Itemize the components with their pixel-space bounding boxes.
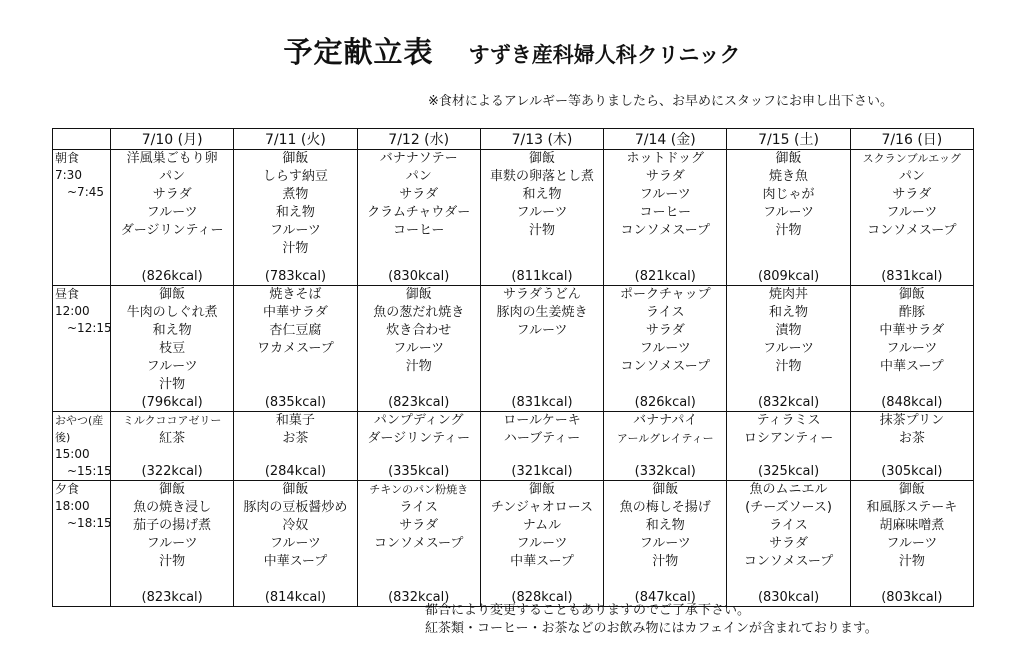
menu-item: 中華サラダ — [879, 323, 945, 338]
menu-item: 御飯 — [282, 482, 309, 497]
menu-item: フルーツ — [886, 341, 938, 356]
menu-item: クラムチャウダー — [367, 205, 471, 220]
menu-item: ライス — [769, 518, 808, 533]
menu-item: 汁物 — [159, 554, 186, 569]
menu-items — [113, 412, 231, 448]
menu-item: 御飯 — [159, 482, 186, 497]
menu-items — [236, 286, 354, 358]
menu-item: ライス — [646, 305, 685, 320]
menu-item: 魚の焼き浸し — [133, 500, 212, 515]
menu-item: 御飯 — [528, 482, 555, 497]
menu-item: ロシアンティー — [743, 431, 834, 446]
menu-cell — [357, 286, 480, 412]
kcal-value: (325kcal) — [757, 464, 820, 479]
menu-item: 御飯 — [159, 287, 186, 302]
menu-cell — [111, 481, 234, 607]
kcal-value: (831kcal) — [881, 269, 943, 284]
menu-item: 汁物 — [405, 359, 432, 374]
kcal-value: (783kcal) — [264, 269, 327, 284]
meal-row — [53, 150, 974, 286]
page-title: 予定献立表 — [283, 35, 434, 69]
menu-items — [360, 286, 478, 376]
menu-item: 中華スープ — [510, 554, 574, 569]
meal-name: 昼食 — [55, 287, 80, 301]
menu-cell — [111, 150, 234, 286]
meal-row — [53, 286, 974, 412]
menu-item: 御飯 — [775, 151, 802, 166]
menu-items — [360, 150, 478, 240]
menu-items — [113, 481, 231, 571]
kcal-value: (847kcal) — [634, 590, 696, 605]
menu-items — [236, 412, 354, 448]
menu-item: 御飯 — [898, 482, 925, 497]
kcal-value: (809kcal) — [757, 269, 820, 284]
day-header: 7/10 (月) — [111, 129, 234, 150]
menu-item: 和え物 — [522, 187, 562, 202]
day-header: 7/16 (日) — [850, 129, 973, 150]
menu-body — [53, 150, 974, 607]
menu-items — [113, 286, 231, 394]
menu-items — [729, 412, 847, 448]
menu-items — [853, 412, 971, 448]
kcal-value: (814kcal) — [264, 590, 327, 605]
menu-item: フルーツ — [146, 359, 198, 374]
menu-item: 和え物 — [275, 205, 315, 220]
menu-item: 御飯 — [528, 151, 555, 166]
menu-item: ミルクココアゼリー — [122, 414, 222, 427]
menu-items — [853, 286, 971, 376]
menu-item: 酢豚 — [898, 305, 925, 320]
kcal-value: (831kcal) — [511, 395, 573, 410]
menu-item: チンジャオロース — [490, 500, 594, 515]
menu-cell — [727, 150, 850, 286]
menu-cell — [234, 150, 357, 286]
menu-cell — [480, 481, 603, 607]
kcal-value: (796kcal) — [141, 395, 203, 410]
menu-item: 和風豚ステーキ — [866, 500, 958, 515]
corner-cell — [53, 129, 111, 150]
meal-label — [53, 150, 111, 286]
menu-items — [483, 412, 601, 448]
menu-item: (チーズソース) — [745, 500, 832, 515]
menu-item: ワカメスープ — [257, 341, 334, 356]
menu-item: お茶 — [282, 431, 309, 446]
menu-item: 洋風巣ごもり卵 — [126, 151, 218, 166]
menu-item: フルーツ — [269, 223, 321, 238]
menu-item: サラダ — [645, 323, 685, 338]
menu-cell — [480, 412, 603, 481]
kcal-value: (305kcal) — [881, 464, 943, 479]
footer-note-caffeine: 紅茶類・コーヒー・お茶などのお飲み物にはカフェインが含まれております。 — [425, 621, 878, 636]
menu-cell — [357, 150, 480, 286]
menu-item: パン — [405, 169, 432, 184]
kcal-value: (835kcal) — [264, 395, 327, 410]
menu-items — [360, 412, 478, 448]
menu-item: フルーツ — [146, 205, 198, 220]
menu-item: 肉じゃが — [762, 187, 815, 202]
menu-item: 胡麻味噌煮 — [879, 518, 945, 533]
menu-item: ダージリンティー — [120, 223, 224, 238]
menu-table — [52, 128, 974, 607]
menu-item: コンソメスープ — [373, 536, 464, 551]
menu-item: ティラミス — [756, 413, 821, 428]
menu-item: 和え物 — [645, 518, 685, 533]
menu-item: ダージリンティー — [367, 431, 471, 446]
kcal-value: (322kcal) — [141, 464, 203, 479]
menu-items — [236, 150, 354, 258]
menu-cell — [604, 481, 727, 607]
menu-item: フルーツ — [639, 187, 691, 202]
menu-cell — [727, 481, 850, 607]
menu-item: ライス — [399, 500, 438, 515]
menu-item: ロールケーキ — [503, 413, 581, 428]
menu-items — [236, 481, 354, 571]
menu-items — [606, 481, 724, 571]
menu-item: フルーツ — [886, 536, 938, 551]
day-header: 7/13 (木) — [480, 129, 603, 150]
kcal-value: (335kcal) — [388, 464, 450, 479]
menu-item: フルーツ — [516, 323, 568, 338]
menu-item: チキンのパン粉焼き — [369, 483, 469, 496]
menu-item: ハーブティー — [503, 431, 581, 446]
menu-cell — [234, 412, 357, 481]
menu-item: 茄子の揚げ煮 — [133, 518, 212, 533]
menu-items — [729, 286, 847, 376]
menu-item: 汁物 — [775, 359, 802, 374]
kcal-value: (811kcal) — [511, 269, 573, 284]
menu-item: フルーツ — [763, 341, 815, 356]
menu-item: しらす納豆 — [262, 169, 328, 184]
meal-end: ~18:15 — [67, 516, 112, 530]
title-row — [0, 30, 1024, 71]
menu-item: 枝豆 — [159, 341, 186, 356]
meal-name: 夕食 — [55, 482, 80, 496]
menu-item: 汁物 — [898, 554, 925, 569]
menu-item: フルーツ — [516, 205, 568, 220]
menu-item: アールグレイティー — [616, 432, 714, 445]
meal-time: 12:00 — [55, 304, 90, 318]
kcal-value: (823kcal) — [141, 590, 203, 605]
meal-end: ~15:15 — [67, 464, 112, 478]
menu-cell — [850, 481, 973, 607]
menu-item: フルーツ — [393, 341, 445, 356]
menu-item: 御飯 — [282, 151, 309, 166]
menu-item: 和え物 — [152, 323, 192, 338]
kcal-value: (832kcal) — [388, 590, 450, 605]
menu-items — [483, 286, 601, 340]
kcal-value: (830kcal) — [388, 269, 450, 284]
menu-item: 焼肉丼 — [769, 287, 809, 302]
menu-cell — [111, 286, 234, 412]
menu-item: 汁物 — [528, 223, 555, 238]
menu-item: ナムル — [522, 518, 562, 533]
meal-end: ~7:45 — [67, 185, 105, 199]
menu-cell — [850, 150, 973, 286]
menu-items — [483, 150, 601, 240]
menu-items — [360, 481, 478, 553]
kcal-value: (284kcal) — [264, 464, 327, 479]
menu-cell — [480, 150, 603, 286]
meal-row — [53, 412, 974, 481]
menu-items — [729, 481, 847, 571]
meal-label — [53, 481, 111, 607]
menu-item: 車麩の卵落とし煮 — [489, 169, 594, 184]
footer-note-change: 都合により変更することもありますのでご了承下さい。 — [425, 603, 751, 618]
menu-cell — [604, 286, 727, 412]
menu-cell — [604, 150, 727, 286]
menu-item: 焼きそば — [269, 287, 322, 302]
menu-item: 中華サラダ — [262, 305, 328, 320]
menu-item: ホットドッグ — [626, 151, 704, 166]
menu-cell — [234, 481, 357, 607]
kcal-value: (832kcal) — [757, 395, 820, 410]
menu-item: パンプディング — [373, 413, 464, 428]
menu-item: サラダ — [645, 169, 685, 184]
menu-item: コーヒー — [392, 223, 445, 238]
menu-item: 御飯 — [898, 287, 925, 302]
menu-item: フルーツ — [269, 536, 321, 551]
menu-item: 冷奴 — [282, 518, 309, 533]
menu-cell — [357, 481, 480, 607]
menu-item: お茶 — [898, 431, 925, 446]
menu-item: 煮物 — [282, 187, 309, 202]
kcal-value: (821kcal) — [634, 269, 696, 284]
meal-label — [53, 286, 111, 412]
menu-item: 魚の葱だれ焼き — [373, 305, 465, 320]
meal-end: ~12:15 — [67, 321, 112, 335]
kcal-value: (848kcal) — [881, 395, 943, 410]
menu-items — [483, 481, 601, 571]
meal-label — [53, 412, 111, 481]
menu-item: 豚肉の豆板醤炒め — [243, 500, 348, 515]
menu-cell — [850, 286, 973, 412]
menu-item: 焼き魚 — [769, 169, 809, 184]
menu-item: フルーツ — [886, 205, 938, 220]
menu-item: フルーツ — [763, 205, 815, 220]
menu-cell — [850, 412, 973, 481]
menu-cell — [604, 412, 727, 481]
menu-item: 和菓子 — [275, 413, 315, 428]
meal-time: 18:00 — [55, 499, 90, 513]
menu-cell — [357, 412, 480, 481]
menu-item: バナナソテー — [379, 151, 458, 166]
menu-item: パン — [159, 169, 186, 184]
menu-item: フルーツ — [639, 536, 691, 551]
menu-item: サラダ — [769, 536, 808, 551]
menu-item: 豚肉の生姜焼き — [496, 305, 588, 320]
kcal-value: (830kcal) — [757, 590, 820, 605]
day-header: 7/12 (水) — [357, 129, 480, 150]
menu-item: 汁物 — [652, 554, 679, 569]
menu-item: 紅茶 — [159, 431, 186, 446]
day-header: 7/11 (火) — [234, 129, 357, 150]
menu-item: パン — [898, 169, 925, 184]
clinic-name: すずき産科婦人科クリニック — [468, 43, 741, 67]
menu-item: 中華スープ — [879, 359, 944, 374]
day-header: 7/14 (金) — [604, 129, 727, 150]
day-header: 7/15 (土) — [727, 129, 850, 150]
menu-item: 魚のムニエル — [749, 482, 828, 497]
menu-item: 漬物 — [775, 323, 802, 338]
menu-items — [606, 150, 724, 240]
menu-item: サラダ — [892, 187, 932, 202]
menu-item: フルーツ — [639, 341, 691, 356]
menu-item: フルーツ — [146, 536, 198, 551]
menu-item: 抹茶プリン — [879, 413, 945, 428]
menu-item: 杏仁豆腐 — [269, 323, 322, 338]
menu-item: サラダ — [399, 187, 439, 202]
menu-items — [113, 150, 231, 240]
menu-items — [853, 481, 971, 571]
menu-item: スクランブルエッグ — [862, 152, 962, 165]
menu-item: サラダうどん — [503, 287, 581, 302]
menu-item: コンソメスープ — [620, 359, 710, 374]
menu-item: 中華スープ — [263, 554, 328, 569]
kcal-value: (823kcal) — [388, 395, 450, 410]
menu-item: 牛肉のしぐれ煮 — [126, 305, 218, 320]
kcal-value: (826kcal) — [141, 269, 203, 284]
menu-item: 御飯 — [652, 482, 679, 497]
menu-cell — [727, 286, 850, 412]
menu-cell — [111, 412, 234, 481]
menu-item: フルーツ — [516, 536, 568, 551]
menu-item: コンソメスープ — [620, 223, 710, 238]
meal-time: 7:30 — [55, 168, 82, 182]
menu-item: 御飯 — [405, 287, 432, 302]
menu-item: サラダ — [399, 518, 439, 533]
menu-items — [853, 150, 971, 240]
day-header-row — [53, 129, 974, 150]
menu-item: ポークチャップ — [619, 287, 711, 302]
menu-item: 魚の梅しそ揚げ — [619, 500, 711, 515]
menu-item: 汁物 — [159, 377, 186, 392]
menu-item: 汁物 — [775, 223, 802, 238]
footer-notes — [425, 602, 878, 638]
menu-item: コンソメスープ — [867, 223, 957, 238]
menu-items — [729, 150, 847, 240]
allergy-note: ※食材によるアレルギー等ありましたら、お早めにスタッフにお申し出下さい。 — [428, 94, 894, 109]
menu-item: サラダ — [152, 187, 192, 202]
menu-item: バナナパイ — [633, 413, 698, 428]
menu-cell — [480, 286, 603, 412]
menu-cell — [234, 286, 357, 412]
menu-item: コンソメスープ — [743, 554, 834, 569]
menu-cell — [727, 412, 850, 481]
menu-item: 和え物 — [769, 305, 809, 320]
menu-item: 汁物 — [282, 241, 309, 256]
kcal-value: (826kcal) — [634, 395, 696, 410]
kcal-value: (803kcal) — [881, 590, 943, 605]
meal-time: 15:00 — [55, 447, 90, 461]
kcal-value: (828kcal) — [511, 590, 573, 605]
meal-name: おやつ(産後) — [55, 414, 104, 444]
menu-items — [606, 412, 724, 448]
menu-item: コーヒー — [639, 205, 691, 220]
menu-items — [606, 286, 724, 376]
meal-name: 朝食 — [55, 151, 80, 165]
menu-item: 炊き合わせ — [386, 323, 452, 338]
kcal-value: (332kcal) — [634, 464, 696, 479]
meal-row — [53, 481, 974, 607]
kcal-value: (321kcal) — [511, 464, 573, 479]
